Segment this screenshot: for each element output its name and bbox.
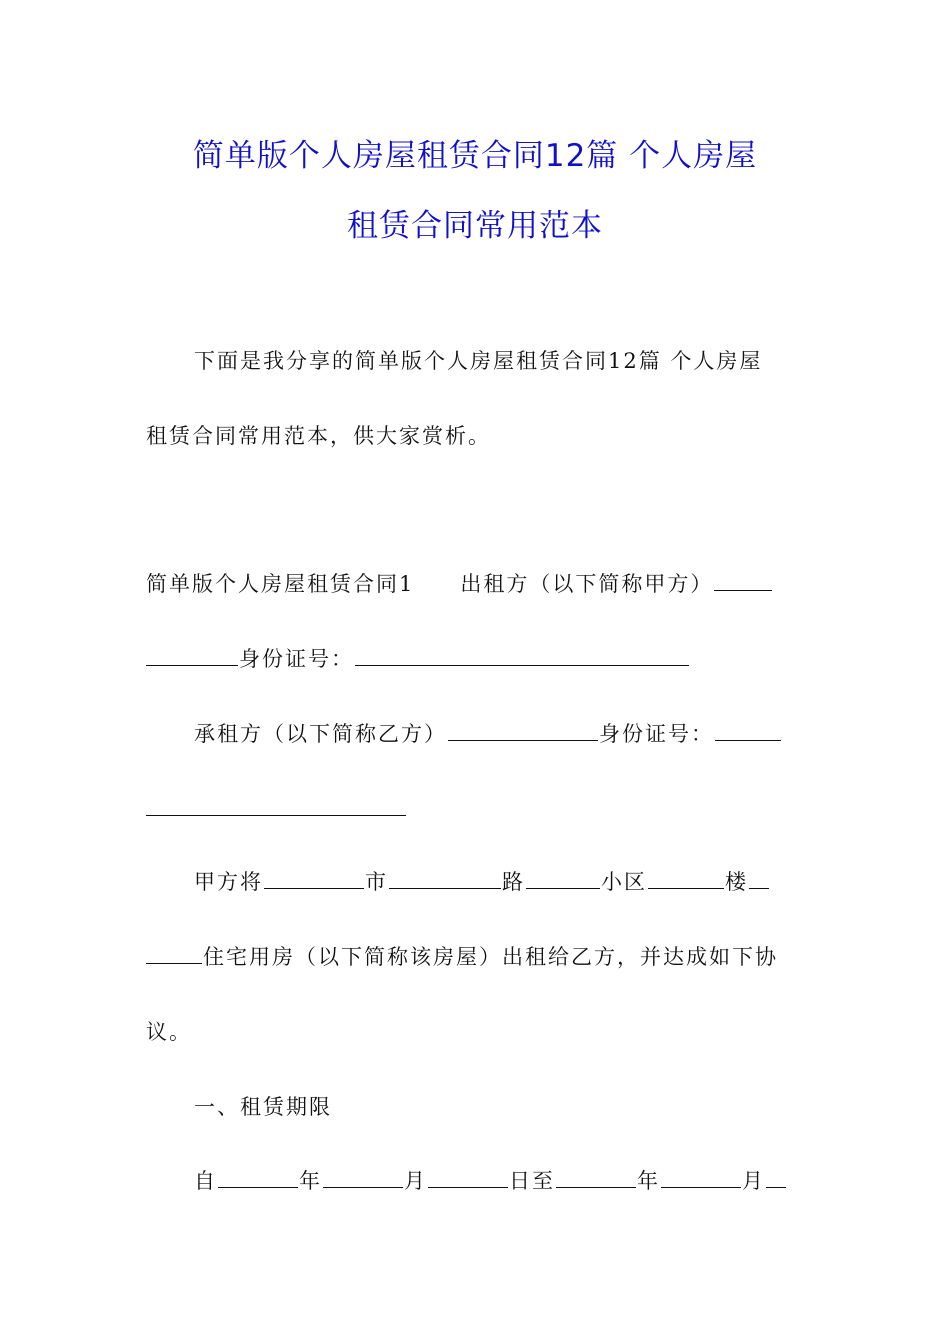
lease-term-line (194, 1167, 808, 1195)
contract-heading-line (146, 570, 808, 598)
lessee-line (194, 720, 808, 748)
clause-a-line-2 (146, 943, 808, 971)
start-month-label: 月 (404, 1169, 427, 1193)
end-month-label: 月 (742, 1169, 765, 1193)
start-year-blank (218, 1167, 298, 1188)
property-address-line (194, 868, 808, 896)
building-label: 楼 (725, 870, 748, 894)
city-label: 市 (365, 870, 388, 894)
start-day-blank (428, 1167, 508, 1188)
building-blank (648, 868, 724, 889)
lessee-id-cont-line (146, 795, 808, 823)
lessor-id-label: 身份证号： (239, 647, 354, 671)
day-to-label: 日至 (509, 1169, 555, 1193)
lessor-name-blank (714, 570, 772, 591)
end-day-blank (766, 1167, 786, 1188)
community-blank (526, 868, 600, 889)
lessee-id-label: 身份证号： (599, 722, 714, 746)
road-label: 路 (502, 870, 525, 894)
lessor-name-blank-cont (146, 645, 238, 666)
lessor-label: 出租方（以下简称甲方） (460, 572, 714, 596)
start-month-blank (323, 1167, 403, 1188)
community-label: 小区 (601, 870, 647, 894)
intro-line-1: 下面是我分享的简单版个人房屋租赁合同12篇 个人房屋 (194, 349, 763, 373)
lessor-id-blank (355, 645, 689, 666)
end-year-label: 年 (637, 1169, 660, 1193)
lessee-id-blank-cont (146, 795, 406, 816)
lessee-label: 承租方（以下简称乙方） (194, 722, 447, 746)
section-1-title: 一、租赁期限 (194, 1095, 332, 1119)
document-title-line-2: 租赁合同常用范本 (347, 208, 603, 244)
lessee-name-blank (448, 720, 598, 741)
lessor-id-line (146, 645, 808, 673)
city-blank (264, 868, 364, 889)
end-year-blank (556, 1167, 636, 1188)
start-year-label: 年 (299, 1169, 322, 1193)
clause-a-text: 住宅用房（以下简称该房屋）出租给乙方，并达成如下协 (203, 945, 778, 969)
unit-blank-cont (146, 943, 202, 964)
road-blank (389, 868, 501, 889)
unit-blank (749, 868, 769, 889)
from-label: 自 (194, 1169, 217, 1193)
end-month-blank (661, 1167, 741, 1188)
clause-a-prefix: 甲方将 (194, 870, 263, 894)
lessee-id-blank (715, 720, 781, 741)
intro-line-2: 租赁合同常用范本，供大家赏析。 (146, 424, 491, 448)
document-title-line-1: 简单版个人房屋租赁合同12篇 个人房屋 (192, 138, 758, 174)
clause-a-line-3: 议。 (146, 1020, 192, 1044)
contract-heading: 简单版个人房屋租赁合同1 (146, 572, 415, 596)
